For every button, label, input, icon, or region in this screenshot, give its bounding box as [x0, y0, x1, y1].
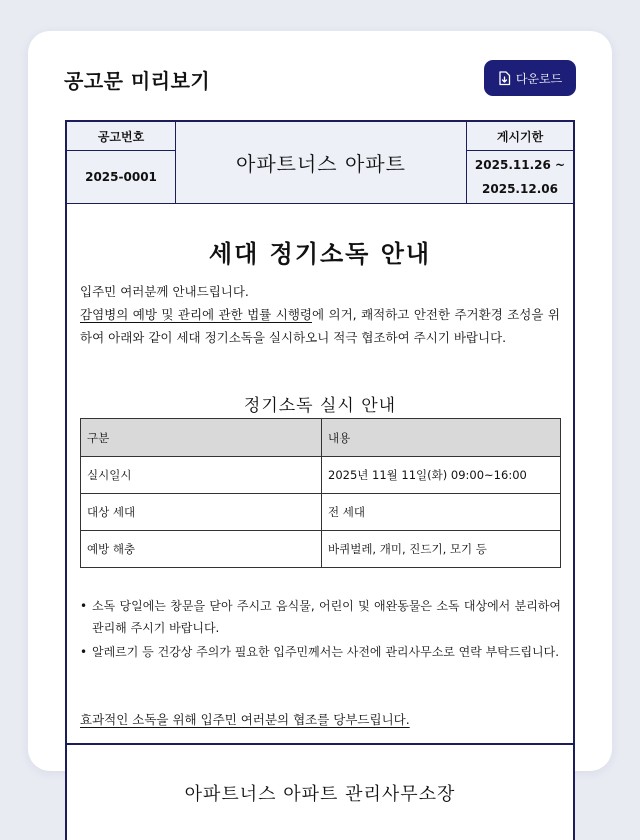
table-row — [81, 457, 561, 494]
table-row — [81, 494, 561, 531]
law-reference: 감염병의 예방 및 관리에 관한 법률 시행령 — [80, 307, 312, 322]
notice-intro — [80, 280, 560, 349]
notice-number-label: 공고번호 — [67, 122, 176, 151]
table-cell: 예방 해충 — [81, 531, 322, 568]
table-header-category: 구분 — [81, 419, 322, 457]
card-header — [28, 31, 612, 125]
apartment-name: 아파트너스 아파트 — [236, 152, 406, 176]
table-cell: 2025년 11월 11일(화) 09:00~16:00 — [322, 457, 561, 494]
list-item: • 알레르기 등 건강상 주의가 필요한 입주민께서는 사전에 관리사무소로 연락 부탁드립니다. — [80, 641, 561, 663]
page-title: 공고문 미리보기 — [64, 69, 211, 93]
table-cell: 실시일시 — [81, 457, 322, 494]
file-download-icon — [498, 71, 511, 86]
table-cell: 전 세대 — [322, 494, 561, 531]
table-header-row — [81, 419, 561, 457]
section-title: 정기소독 실시 안내 — [243, 396, 397, 416]
intro-body — [80, 303, 560, 349]
table-cell: 바퀴벌레, 개미, 진드기, 모기 등 — [322, 531, 561, 568]
intro-body-text: 에 의거, 쾌적하고 안전한 주거환경 조성을 위하여 아래와 같이 세대 정기소독을 실시하오니 적극 협조하여 주시기 바랍니다. — [80, 307, 560, 345]
notice-header-grid — [67, 122, 573, 204]
notice-bullets — [80, 595, 561, 665]
closing-statement: 효과적인 소독을 위해 입주민 여러분의 협조를 당부드립니다. — [80, 712, 410, 727]
notice-number-value: 2025-0001 — [67, 151, 176, 203]
notice-title: 세대 정기소독 안내 — [208, 240, 432, 268]
section-divider — [65, 743, 575, 745]
table-header-content: 내용 — [322, 419, 561, 457]
signature-line: 아파트너스 아파트 관리사무소장 — [184, 784, 456, 805]
table-cell: 대상 세대 — [81, 494, 322, 531]
schedule-table — [80, 418, 561, 568]
table-row — [81, 531, 561, 568]
preview-card — [28, 31, 612, 805]
period-end: 2025.12.06 — [482, 182, 558, 196]
posting-period-value — [466, 151, 573, 203]
notice-document — [65, 120, 575, 840]
download-button[interactable] — [484, 60, 576, 96]
list-item: • 소독 당일에는 창문을 닫아 주시고 음식물, 어린이 및 애완동물은 소독 대상에서 분리하여 관리해 주시기 바랍니다. — [80, 595, 561, 639]
posting-period-label: 게시기한 — [466, 122, 573, 151]
intro-greeting: 입주민 여러분께 안내드립니다. — [80, 284, 249, 299]
download-label: 다운로드 — [515, 71, 563, 86]
period-start: 2025.11.26 ~ — [474, 158, 566, 172]
